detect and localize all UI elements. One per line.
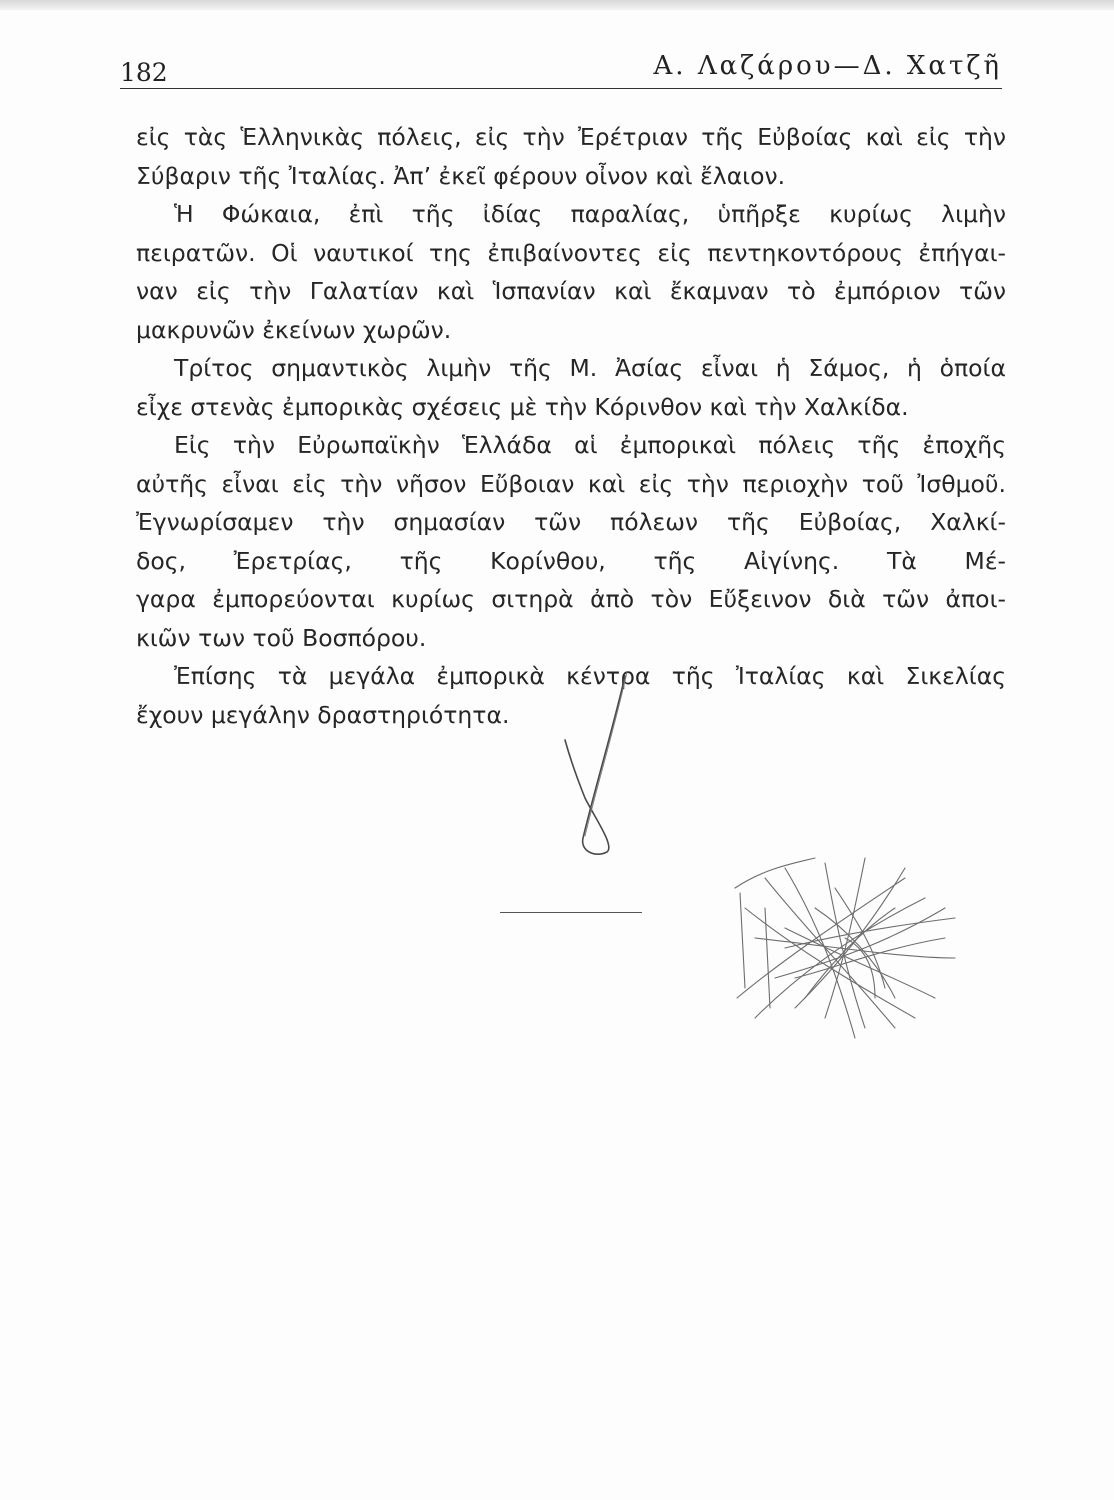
text-line: πειρατῶν. Οἱ ναυτικοί της ἐπιβαίνοντες εἰς πεντηκοντόρους ἐπήγαι- xyxy=(136,238,1006,267)
text-line: Ἡ Φώκαια, ἐπὶ τῆς ἰδίας παραλίας, ὑπῆρξε κυρίως λιμὴν xyxy=(174,200,1006,228)
page-header xyxy=(120,46,1002,89)
text-line: Ἐγνωρίσαμεν τὴν σημασίαν τῶν πόλεων τῆς Εὐβοίας, Χαλκί- xyxy=(136,508,1006,536)
text-line: Τρίτος σημαντικὸς λιμὴν τῆς Μ. Ἀσίας εἶναι ἡ Σάμος, ἡ ὁποία xyxy=(174,354,1006,382)
text-line: δος, Ἐρετρίας, τῆς Κορίνθου, τῆς Αἰγίνης. Τὰ Μέ- xyxy=(136,546,1006,575)
text-line: Σύβαριν τῆς Ἰταλίας. Ἀπ’ ἐκεῖ φέρουν οἶνον καὶ ἔλαιον. xyxy=(136,161,786,190)
pencil-check-mark xyxy=(555,668,665,868)
text-line: εἶχε στενὰς ἐμπορικὰς σχέσεις μὲ τὴν Κόρινθον καὶ τὴν Χαλκίδα. xyxy=(136,392,909,421)
pencil-scribble-mark xyxy=(725,848,975,1048)
text-line: εἰς τὰς Ἑλληνικὰς πόλεις, εἰς τὴν Ἐρέτριαν τῆς Εὐβοίας καὶ εἰς τὴν xyxy=(136,123,1006,151)
text-line: Ἐπίσης τὰ μεγάλα ἐμπορικὰ κέντρα τῆς Ἰταλίας καὶ Σικελίας xyxy=(174,662,1006,690)
text-line: μακρυνῶν ἐκείνων χωρῶν. xyxy=(136,315,452,344)
text-line: ναν εἰς τὴν Γαλατίαν καὶ Ἱσπανίαν καὶ ἔκαμναν τὸ ἐμπόριον τῶν xyxy=(136,277,1006,305)
end-of-chapter-rule xyxy=(500,912,642,913)
text-line: αὐτῆς εἶναι εἰς τὴν νῆσον Εὔβοιαν καὶ εἰς τὴν περιοχὴν τοῦ Ἰσθμοῦ. xyxy=(136,469,1006,498)
page-number: 182 xyxy=(120,58,168,87)
scan-top-edge xyxy=(0,0,1114,10)
text-line: ἔχουν μεγάλην δραστηριότητα. xyxy=(136,700,510,729)
text-line: Εἰς τὴν Εὐρωπαϊκὴν Ἑλλάδα αἱ ἐμπορικαὶ πόλεις τῆς ἐποχῆς xyxy=(174,431,1006,459)
body-text xyxy=(136,118,1006,734)
text-line: γαρα ἐμπορεύονται κυρίως σιτηρὰ ἀπὸ τὸν Εὔξεινον διὰ τῶν ἀποι- xyxy=(136,585,1006,613)
text-line: κιῶν των τοῦ Βοσπόρου. xyxy=(136,623,427,652)
running-head-authors: Α. Λαζάρου—Δ. Χατζῆ xyxy=(653,51,1002,81)
